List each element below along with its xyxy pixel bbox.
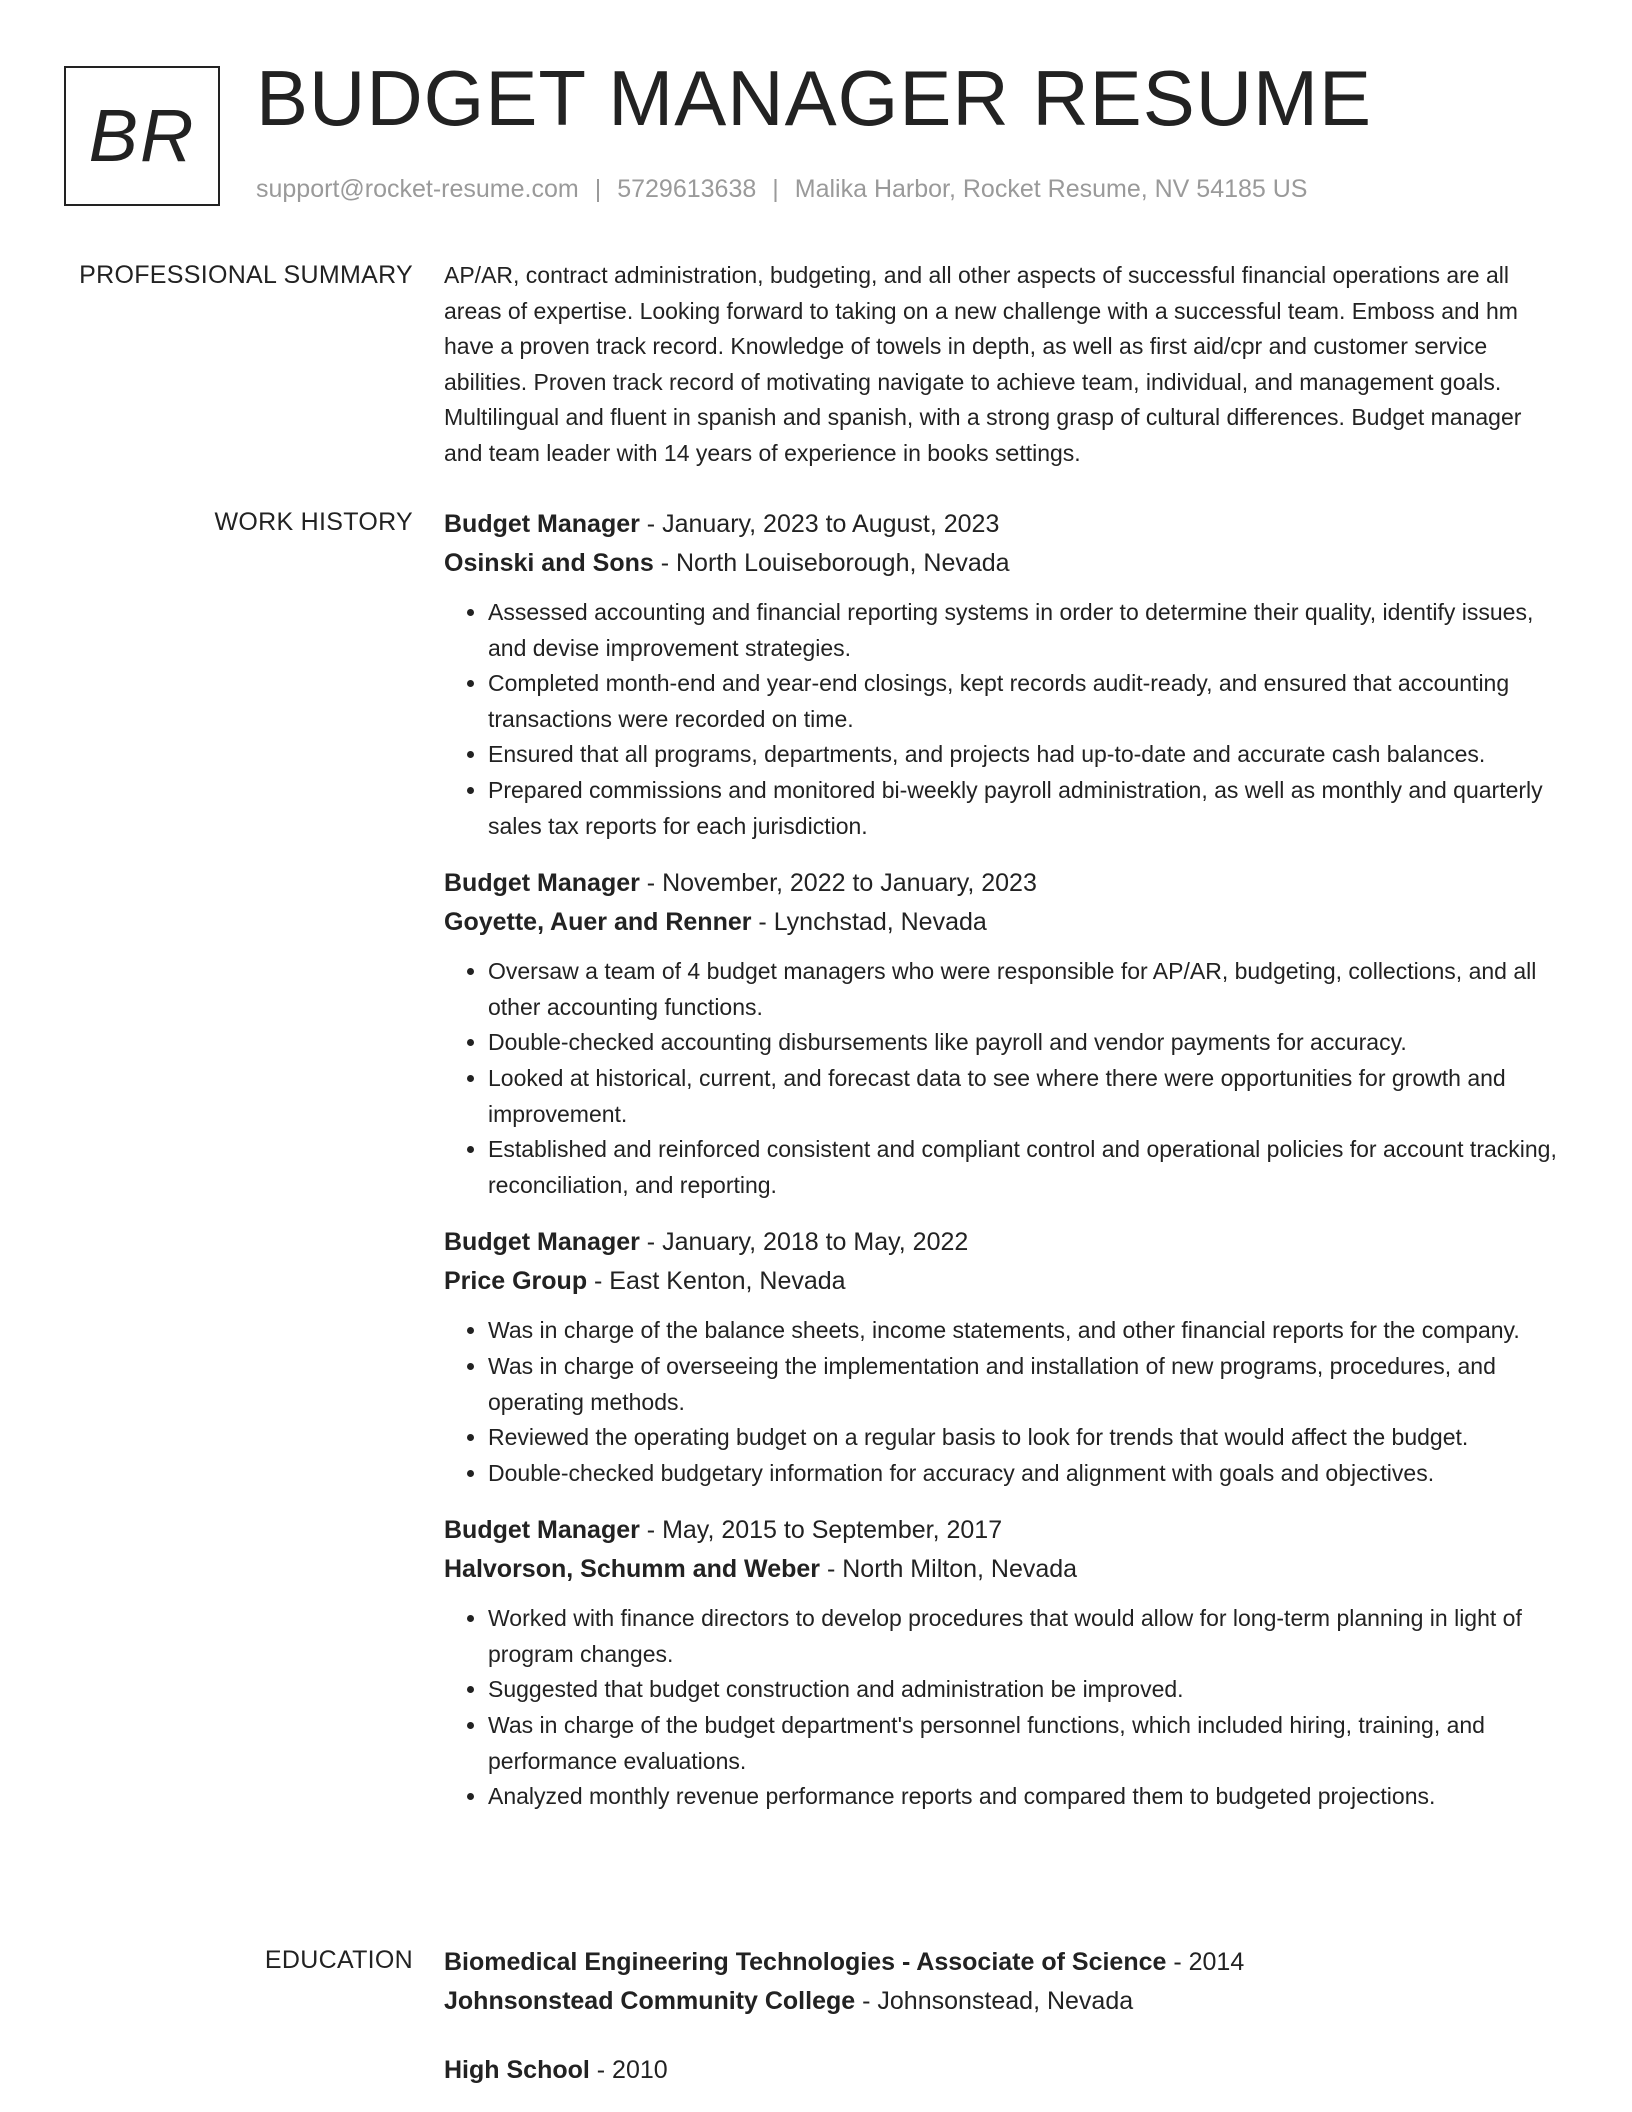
education-degree: Biomedical Engineering Technologies - Associate of Science [444,1948,1167,1976]
job-dates: - November, 2022 to January, 2023 [639,869,1037,898]
job-bullet: • Was in charge of the budget department's personnel functions, which included hiring, training, and performance evaluations. [488,1708,1564,1779]
job-bullets [444,1601,1564,1815]
contact-line [256,174,1308,204]
job-entry [444,1511,1564,1815]
contact-phone: 5729613638 [617,175,757,203]
job-bullet: • Suggested that budget construction and administration be improved. [488,1672,1564,1708]
education-entry [444,2051,1564,2090]
job-location: - Lynchstad, Nevada [751,908,987,937]
education-body [444,1943,1564,2112]
job-title-line [444,1511,1564,1550]
work-history-body [444,505,1564,1835]
summary-heading: PROFESSIONAL SUMMARY [79,261,413,289]
job-bullet: • Oversaw a team of 4 budget managers who were responsible for AP/AR, budgeting, collections, and all other accounting functions. [488,954,1564,1025]
job-location: - North Milton, Nevada [820,1555,1078,1584]
job-bullet: • Completed month-end and year-end closings, kept records audit-ready, and ensured that accounting transactions were recorded on time. [488,666,1564,737]
job-bullets [444,595,1564,844]
job-company-line [444,1550,1564,1589]
job-bullet: • Assessed accounting and financial reporting systems in order to determine their quality, identify issues, and devise improvement strategies. [488,595,1564,666]
job-bullet: • Worked with finance directors to develop procedures that would allow for long-term planning in light of program changes. [488,1601,1564,1672]
contact-separator: | [594,175,602,203]
job-company-line [444,544,1564,583]
job-bullet: • Analyzed monthly revenue performance reports and compared them to budgeted projections. [488,1779,1564,1815]
work-history-heading: WORK HISTORY [214,508,413,536]
job-title-line [444,1223,1564,1262]
job-bullet: • Established and reinforced consistent and compliant control and operational policies for account tracking, reconciliation, and reporting. [488,1132,1564,1203]
job-company: Price Group [444,1267,588,1296]
contact-email: support@rocket-resume.com [256,175,579,203]
education-school-line [444,1982,1564,2021]
job-bullet: • Prepared commissions and monitored bi-weekly payroll administration, as well as monthly and quarterly sales tax reports for each jurisdiction. [488,773,1564,844]
job-dates: - May, 2015 to September, 2017 [639,1516,1003,1545]
summary-text: AP/AR, contract administration, budgeting, and all other aspects of successful financial operations are all areas of expertise. Looking forward to taking on a new challenge with a successful team. Emboss and hm have a proven track record. Knowledge of towels in depth, as well as first aid/cpr and customer service abilities. Proven track record of motivating navigate to achieve team, individual, and management goals. Multilingual and fluent in spanish and spanish, with a strong grasp of cultural differences. Budget manager and team leader with 14 years of experience in books settings. [444,262,1522,466]
job-bullet: • Double-checked accounting disbursements like payroll and vendor payments for accuracy. [488,1025,1564,1061]
job-company: Halvorson, Schumm and Weber [444,1555,821,1584]
education-degree-line [444,1943,1564,1982]
monogram-box [64,66,220,206]
job-company-line [444,903,1564,942]
education-degree-line [444,2051,1564,2090]
resume-title: BUDGET MANAGER RESUME [256,54,1373,142]
education-school: Johnsonstead Community College [444,1987,856,2015]
contact-separator: | [772,175,779,203]
job-bullet: • Ensured that all programs, departments, and projects had up-to-date and accurate cash balances. [488,737,1564,773]
summary-body [444,258,1564,472]
job-company: Goyette, Auer and Renner [444,908,752,937]
education-year: - 2014 [1166,1948,1245,1976]
education-heading: EDUCATION [264,1946,413,1974]
job-title: Budget Manager [444,1516,640,1545]
job-bullet: • Looked at historical, current, and forecast data to see where there were opportunities for growth and improvement. [488,1061,1564,1132]
job-entry [444,864,1564,1203]
job-title-line [444,505,1564,544]
job-dates: - January, 2023 to August, 2023 [639,510,1000,538]
job-title-line [444,864,1564,903]
job-bullet: • Reviewed the operating budget on a regular basis to look for trends that would affect the budget. [488,1420,1564,1456]
job-bullet: • Was in charge of the balance sheets, income statements, and other financial reports for the company. [488,1313,1564,1349]
job-company-line [444,1262,1564,1301]
job-entry [444,1223,1564,1491]
job-bullet: • Was in charge of overseeing the implementation and installation of new programs, procedures, and operating methods. [488,1349,1564,1420]
job-bullet: • Double-checked budgetary information for accuracy and alignment with goals and objectives. [488,1456,1564,1492]
education-entry [444,1943,1564,2021]
job-title: Budget Manager [444,1228,640,1257]
job-title: Budget Manager [444,869,640,898]
job-location: - North Louiseborough, Nevada [653,549,1010,577]
job-location: - East Kenton, Nevada [587,1267,846,1296]
job-title: Budget Manager [444,510,640,538]
contact-address: Malika Harbor, Rocket Resume, NV 54185 US [794,175,1308,203]
monogram-initials: BR [88,94,196,177]
job-entry [444,505,1564,844]
education-location: - Johnsonstead, Nevada [855,1987,1134,2015]
job-company: Osinski and Sons [444,549,654,577]
job-dates: - January, 2018 to May, 2022 [639,1228,969,1257]
job-bullets [444,954,1564,1203]
job-bullets [444,1313,1564,1491]
education-degree: High School [444,2056,590,2084]
education-year: - 2010 [589,2056,668,2084]
